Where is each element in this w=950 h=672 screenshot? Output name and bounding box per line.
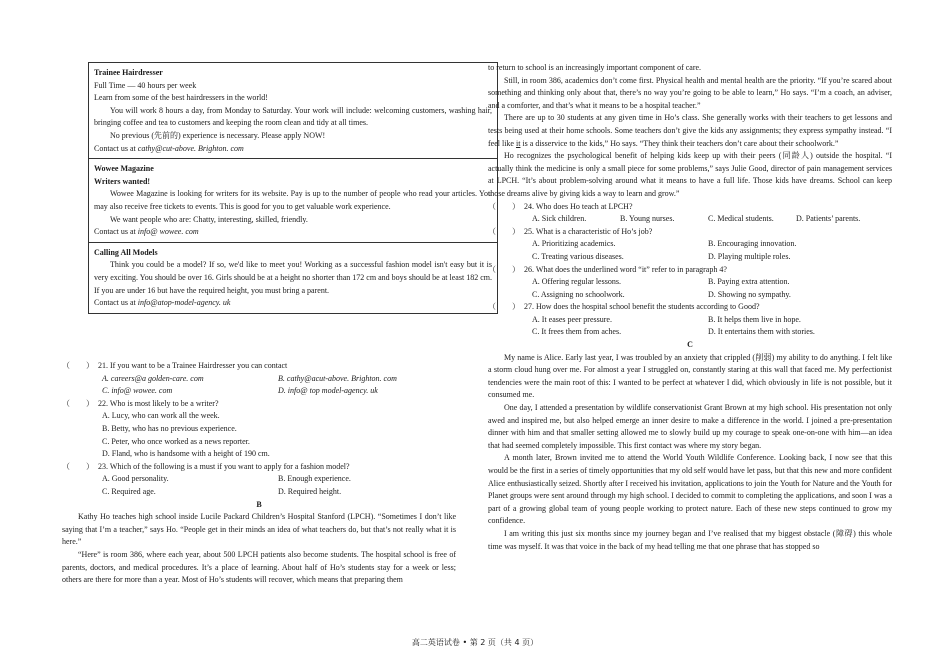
question-24 xyxy=(488,201,892,226)
option-c[interactable]: C. Treating various diseases. xyxy=(532,251,624,261)
option-d[interactable]: D. It entertains them with stories. xyxy=(708,327,815,337)
option-d[interactable]: D. Playing multiple roles. xyxy=(708,251,791,261)
ad-hairdresser xyxy=(89,63,497,159)
option-b[interactable]: B. Encouraging innovation. xyxy=(708,239,797,249)
right-column xyxy=(488,62,892,553)
option-c[interactable]: C. It frees them from aches. xyxy=(532,327,622,337)
options xyxy=(62,473,456,498)
question-text: 26. What does the underlined word “it” refer to in paragraph 4? xyxy=(524,264,727,274)
underlined-word: it xyxy=(515,138,521,148)
question-22 xyxy=(62,398,456,461)
page-footer: 高二英语试卷 • 第 2 页（共 4 页） xyxy=(411,638,539,647)
option-a[interactable]: A. Good personality. xyxy=(102,474,169,484)
options xyxy=(488,213,892,226)
passage-paragraph: Ho recognizes the psychological benefit of helping kids keep up with their peers (同龄人) outside the hospital. “I actually think the medicine is only a small piece for some problems,” says Julie Good, director of pain management services at LPCH. “It’s about problem-solving around what it means to have a full life. Those kids have dreams. School can keep those dreams alive by giving kids a way to learn and grow.” xyxy=(488,151,892,198)
question-text: 23. Which of the following is a must if you want to apply for a fashion model? xyxy=(98,461,350,471)
option-b[interactable]: B. Paying extra attention. xyxy=(708,277,790,287)
passage-paragraph: Still, in room 386, academics don’t come first. Physical health and mental health are the priority. “If you’re scared about something and thinking only about that, there’s no way you’re going to be able to learn,” Ho says. “I’m a coach, an adviser, and a comforter, and that’s what it means to be a hospital teacher.” xyxy=(488,75,892,110)
ad-body: No previous (先前的) experience is necessary. Please apply NOW! xyxy=(110,130,326,140)
passage-paragraph: Kathy Ho teaches high school inside Lucile Packard Children’s Hospital Stanford (LPCH). “Sometimes I don’t like saying that I’m a teacher,” says Ho. “People get in their minds an idea of what teachers do, but that’s not really what it is here.” xyxy=(62,512,456,547)
option-d[interactable]: D. Required height. xyxy=(278,486,342,496)
option-b[interactable]: B. It helps them live in hope. xyxy=(708,314,801,324)
question-21 xyxy=(62,360,456,398)
option-c[interactable]: C. Peter, who once worked as a news reporter. xyxy=(102,436,250,446)
section-heading-c: C xyxy=(687,340,693,350)
ad-body: Wowee Magazine is looking for writers for its website. Pay is up to the number of people who read your articles. You may also receive free tickets to events. This is good for you to get valuable work experience. xyxy=(94,189,492,211)
question-text: 21. If you want to be a Trainee Hairdresser you can contact xyxy=(98,361,288,370)
passage-paragraph: “Here” is room 386, where each year, about 500 LPCH patients also become students. The hospital school is free of parents, doctors, and medical procedures. It’s a place of learning. About half of Ho’s students stay for a week or less; others are there for more than a year. Most of Ho’s students will recover, which means that preparing them xyxy=(62,549,456,585)
option-a[interactable]: A. Sick children. xyxy=(532,214,587,224)
ad-title: Calling All Models xyxy=(94,247,158,257)
ad-contact xyxy=(94,143,492,156)
job-ads-box xyxy=(88,62,498,314)
contact-prefix: Contact us at xyxy=(94,227,138,237)
question-text: 24. Who does Ho teach at LPCH? xyxy=(524,201,633,211)
passage-paragraph: My name is Alice. Early last year, I was troubled by an anxiety that crippled (削弱) my ability to do anything. I felt like a storm cloud hung over me. For almost a year I struggled on, constantly staring at this wall that faced me. My perfectionist tendencies were the main root of this: I wanted to be perfect at whatever I did, which obviously in life is not possible, but it consumed me. xyxy=(488,352,892,400)
option-c[interactable]: C. Medical students. xyxy=(708,214,774,224)
question-25 xyxy=(488,226,892,264)
answer-paren[interactable]: （ ） xyxy=(488,302,520,312)
ad-models xyxy=(89,243,497,313)
option-c[interactable]: C. info@ wowee. com xyxy=(102,386,173,396)
option-a[interactable]: A. Lucy, who can work all the week. xyxy=(102,411,220,421)
options xyxy=(62,373,456,398)
option-c[interactable]: C. Assigning no schoolwork. xyxy=(532,289,625,299)
option-a[interactable]: A. It eases peer pressure. xyxy=(532,314,612,324)
section-heading-b: B xyxy=(256,499,262,509)
option-d[interactable]: D. Showing no sympathy. xyxy=(708,289,791,299)
ad-contact xyxy=(94,226,492,239)
contact-email: info@ wowee. com xyxy=(137,227,199,237)
passage-paragraph xyxy=(488,112,892,150)
question-27 xyxy=(488,301,892,339)
ad-body: We want people who are: Chatty, interesting, skilled, friendly. xyxy=(110,214,308,224)
options xyxy=(488,314,892,339)
answer-paren[interactable]: （ ） xyxy=(488,264,520,274)
contact-email: info@atop-model-agency. uk xyxy=(137,298,231,308)
ad-wowee xyxy=(89,159,497,243)
option-a[interactable]: A. Offering regular lessons. xyxy=(532,277,621,287)
ad-title: Wowee Magazine xyxy=(94,164,154,174)
option-a[interactable]: A. careers@a golden-care. com xyxy=(102,373,204,383)
option-b[interactable]: B. Young nurses. xyxy=(620,214,675,224)
option-a[interactable]: A. Prioritizing academics. xyxy=(532,239,616,249)
ad-body: Think you could be a model? If so, we'd like to meet you! Working as a successful fashion model isn't easy but it is very exciting. You should be over 16. Girls should be at a height no shorter than 172 cm and boys should be at least 182 cm. If you are under 16 but have the required height, you must bring a parent. xyxy=(94,260,492,295)
passage-paragraph: A month later, Brown invited me to attend the World Youth Wildlife Conference. Looking back, I now see that this would be the first in a series of timely opportunities that my old self would have let pass, but that this new and more confident Alice enthusiastically seized. Shortly after I received his invitation, applications to join the Youth for Nature and the Youth for Planet groups were sent around through my high school. I decided to commit to completing the applications, and soon I was a part of a growing global team of young people working to protect nature. Each of these new steps continued to grow my confidence. xyxy=(488,453,892,526)
ad-line: Full Time — 40 hours per week xyxy=(94,80,197,90)
contact-prefix: Contact us at xyxy=(94,298,138,308)
answer-paren[interactable]: （ ） xyxy=(62,361,94,370)
ad-contact xyxy=(94,297,492,310)
option-b[interactable]: B. cathy@acut-above. Brighton. com xyxy=(278,373,397,383)
options xyxy=(488,276,892,301)
left-questions xyxy=(62,360,456,587)
ad-line: Learn from some of the best hairdressers in the world! xyxy=(94,93,268,103)
ad-title: Trainee Hairdresser xyxy=(94,68,163,77)
paragraph-start: There are up to 30 students at any given time in Ho’s class. She generally works with their teachers to get lessons and tests being used at their home schools. Some teachers don’t give the kids any assignments; they express sympathy instead. “I feel like xyxy=(488,113,892,148)
options xyxy=(62,410,456,460)
option-b[interactable]: B. Enough experience. xyxy=(278,474,351,484)
passage-paragraph: One day, I attended a presentation by wildlife conservationist Grant Brown at my high school. His presentation not only awed and inspired me, but also helped emerge an inner desire to make a difference in the world. I joined a pre-presentation dinner with him and that smaller setting allowed me to slowly build up my courage to speak one-on-one with him—an idea that had seemed completely impossible. This first contact was where my story began. xyxy=(488,403,892,450)
contact-email: cathy@cut-above. Brighton. com xyxy=(137,143,244,153)
question-text: 25. What is a characteristic of Ho’s job? xyxy=(524,226,653,236)
question-text: 27. How does the hospital school benefit the students according to Good? xyxy=(524,302,760,312)
answer-paren[interactable]: （ ） xyxy=(488,226,520,236)
contact-prefix: Contact us at xyxy=(94,143,138,153)
options xyxy=(488,238,892,263)
option-d[interactable]: D. info@ top model-agency. uk xyxy=(278,386,378,396)
option-d[interactable]: D. Patients’ parents. xyxy=(796,214,861,224)
question-26 xyxy=(488,264,892,302)
question-23 xyxy=(62,461,456,499)
answer-paren[interactable]: （ ） xyxy=(488,201,520,211)
passage-paragraph: to return to school is an increasingly important component of care. xyxy=(488,63,702,72)
question-text: 22. Who is most likely to be a writer? xyxy=(98,398,219,408)
ad-body: You will work 8 hours a day, from Monday to Saturday. Your work will include: welcoming customers, washing hair, bringing coffee and tea to customers and keeping the room clean and tidy at all times. xyxy=(94,105,492,128)
answer-paren[interactable]: （ ） xyxy=(62,398,94,408)
answer-paren[interactable]: （ ） xyxy=(62,461,94,471)
option-b[interactable]: B. Betty, who has no previous experience. xyxy=(102,423,237,433)
paragraph-end: is a disservice to the kids,” Ho says. “They think their teachers don’t care about their schoolwork.” xyxy=(520,138,839,148)
option-d[interactable]: D. Fland, who is handsome with a height of 190 cm. xyxy=(102,449,270,459)
passage-paragraph: I am writing this just six months since my journey began and I’ve realised that my biggest obstacle (障碍) this whole time was myself. It was that voice in the back of my head telling me that one phrase that has stopped so xyxy=(488,528,892,551)
option-c[interactable]: C. Required age. xyxy=(102,486,156,496)
ad-subtitle: Writers wanted! xyxy=(94,176,151,186)
